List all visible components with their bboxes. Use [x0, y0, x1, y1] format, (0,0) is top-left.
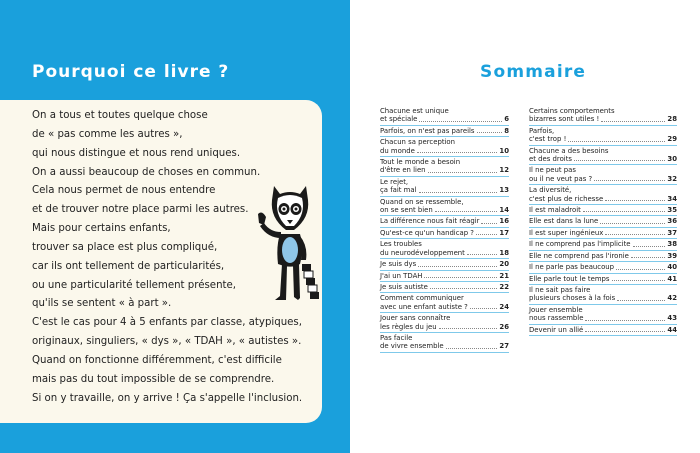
toc-page-number: 42: [667, 294, 677, 303]
toc-page-number: 29: [667, 135, 677, 144]
toc-entry[interactable]: [529, 165, 677, 185]
toc-entry-title: Tout le monde a besoin: [380, 158, 461, 167]
toc-leader-dots: [612, 280, 666, 281]
intro-text-line: Quand on fonctionne différemment, c'est difficile: [32, 354, 282, 366]
toc-leader-dots: [631, 257, 666, 258]
toc-entry-title: Chacune est unique: [380, 107, 449, 115]
intro-text-line: qu'ils se sentent « à part ».: [32, 298, 172, 310]
toc-entry[interactable]: [529, 205, 677, 216]
toc-page-number: 14: [499, 206, 509, 215]
toc-entry-title: ou il ne veut pas ?: [529, 174, 593, 183]
toc-entry-title: du monde: [380, 146, 415, 155]
toc-page-number: 20: [499, 260, 509, 269]
toc-leader-dots: [430, 288, 498, 289]
toc-page-number: 38: [667, 240, 677, 249]
toc-entry[interactable]: [529, 146, 677, 166]
toc-page-number: 32: [667, 174, 677, 183]
toc-page-number: 30: [667, 155, 677, 164]
toc-entry-title: Parfois,: [529, 126, 555, 135]
toc-entry-title: Il est super ingénieux: [529, 228, 604, 237]
toc-entry[interactable]: [529, 262, 677, 273]
left-page-title: Pourquoi ce livre ?: [32, 62, 230, 82]
toc-entry[interactable]: [380, 177, 509, 197]
toc-leader-dots: [419, 121, 502, 122]
toc-entry-title: bizarres sont utiles !: [529, 115, 600, 124]
toc-entry-title: Les troubles: [380, 240, 422, 249]
toc-entry-title: Elle ne comprend pas l'ironie: [529, 251, 629, 260]
toc-leader-dots: [435, 211, 498, 212]
toc-entry[interactable]: [529, 274, 677, 285]
toc-page-number: 18: [499, 248, 509, 257]
sommaire-title: Sommaire: [480, 62, 587, 82]
toc-entry[interactable]: [380, 282, 509, 293]
intro-text-line: Mais pour certains enfants,: [32, 223, 171, 235]
toc-entry-title: Parfois, on n'est pas pareils: [380, 126, 475, 135]
toc-entry[interactable]: [380, 157, 509, 177]
toc-leader-dots: [428, 172, 498, 173]
toc-leader-dots: [605, 200, 665, 201]
toc-entry-title: Certains comportements: [529, 107, 615, 115]
toc-page-number: 34: [667, 194, 677, 203]
toc-leader-dots: [617, 300, 665, 301]
intro-text-line: On a tous et toutes quelque chose: [32, 110, 208, 121]
toc-leader-dots: [600, 223, 665, 224]
toc-page-number: 27: [499, 342, 509, 351]
toc-entry[interactable]: [380, 106, 509, 126]
toc-entry[interactable]: [380, 239, 509, 259]
toc-page-number: 28: [667, 115, 677, 124]
toc-entry-title: Elle est dans la lune: [529, 217, 599, 226]
lemur-illustration: [250, 176, 330, 304]
toc-page-number: 13: [499, 186, 509, 195]
intro-text-line: C'est le cas pour 4 à 5 enfants par classe, atypiques,: [32, 317, 302, 329]
intro-text-line: qui nous distingue et nous rend uniques.: [32, 147, 241, 159]
toc-entry-title: Qu'est-ce qu'un handicap ?: [380, 228, 474, 237]
toc-entry[interactable]: [529, 185, 677, 205]
toc-entry-title: Il ne comprend pas l'implicite: [529, 240, 631, 249]
toc-leader-dots: [585, 331, 665, 332]
toc-entry[interactable]: [380, 197, 509, 217]
toc-entry[interactable]: [380, 216, 509, 227]
toc-entry-title: Il ne sait pas faire: [529, 285, 591, 294]
toc-page-number: 17: [499, 228, 509, 237]
lemur-tail: [302, 264, 319, 299]
toc-leader-dots: [583, 211, 666, 212]
toc-leader-dots: [446, 348, 498, 349]
toc-leader-dots: [481, 223, 497, 224]
toc-leader-dots: [419, 192, 498, 193]
toc-page-number: 10: [499, 146, 509, 155]
toc-leader-dots: [439, 328, 498, 329]
toc-entry-title: c'est trop !: [529, 135, 567, 144]
toc-page-number: 12: [499, 166, 509, 175]
intro-text-line: On a aussi beaucoup de choses en commun.: [32, 166, 261, 178]
toc-entry-title: avec une enfant autiste ?: [380, 302, 468, 311]
intro-text-line: car ils ont tellement de particularités,: [32, 260, 225, 272]
toc-entry[interactable]: [529, 305, 677, 325]
toc-entry-title: et des droits: [529, 155, 573, 164]
toc-leader-dots: [467, 254, 498, 255]
toc-entry[interactable]: [380, 271, 509, 282]
toc-entry-title: La différence nous fait réagir: [380, 217, 480, 226]
toc-entry[interactable]: [380, 333, 509, 353]
toc-entry-title: les règles du jeu: [380, 322, 437, 331]
toc-entry-title: ça fait mal: [380, 186, 417, 195]
toc-entry-title: et spéciale: [380, 115, 418, 124]
toc-entry-title: nous rassemble: [529, 314, 584, 323]
toc-entry[interactable]: [529, 325, 677, 336]
intro-text-line: de « pas comme les autres »,: [32, 128, 183, 140]
toc-entry-title: d'être en lien: [380, 166, 426, 175]
toc-entry-title: Quand on se ressemble,: [380, 197, 464, 206]
toc-leader-dots: [616, 269, 665, 270]
toc-leader-dots: [418, 266, 497, 267]
toc-entry-title: Elle parle tout le temps: [529, 274, 610, 283]
intro-text-line: et de trouver notre place parmi les autres.: [32, 204, 249, 216]
toc-entry[interactable]: [380, 293, 509, 313]
toc-entry[interactable]: [529, 106, 677, 126]
toc-page-number: 24: [499, 302, 509, 311]
toc-entry-title: on se sent bien: [380, 206, 433, 215]
toc-entry-title: Je suis autiste: [380, 282, 428, 291]
toc-entry-title: Je suis dys: [380, 260, 417, 269]
toc-leader-dots: [477, 132, 503, 133]
toc-page-number: 41: [667, 274, 677, 283]
toc-entry-title: La diversité,: [529, 186, 572, 195]
toc-page-number: 22: [499, 282, 509, 291]
toc-entry-title: Il ne parle pas beaucoup: [529, 263, 615, 272]
toc-entry-title: Chacun sa perception: [380, 138, 456, 147]
intro-text-line: ou une particularité tellement présente,: [32, 279, 237, 291]
toc-entry[interactable]: [529, 239, 677, 250]
toc-entry-title: Devenir un allié: [529, 325, 584, 334]
toc-leader-dots: [574, 160, 665, 161]
toc-entry-title: J'ai un TDAH: [380, 271, 423, 280]
toc-leader-dots: [605, 234, 665, 235]
intro-text-line: trouver sa place est plus compliqué,: [32, 241, 218, 253]
toc-page-number: 43: [667, 314, 677, 323]
toc-page-number: 6: [504, 115, 509, 124]
toc-entry[interactable]: [529, 228, 677, 239]
toc-leader-dots: [585, 320, 665, 321]
toc-page-number: 37: [667, 228, 677, 237]
toc-entry[interactable]: [380, 137, 509, 157]
toc-entry-title: plusieurs choses à la fois: [529, 294, 616, 303]
toc-column-right: [529, 106, 677, 336]
toc-entry-title: de vivre ensemble: [380, 342, 444, 351]
toc-page-number: 8: [504, 126, 509, 135]
toc-column-left: [380, 106, 509, 353]
toc-leader-dots: [633, 246, 666, 247]
toc-entry-title: Il est maladroit: [529, 206, 581, 215]
toc-leader-dots: [594, 180, 665, 181]
toc-leader-dots: [470, 308, 498, 309]
toc-entry[interactable]: [529, 126, 677, 146]
intro-text-line: mais pas du tout impossible de se comprendre.: [32, 373, 275, 385]
toc-page-number: 36: [667, 217, 677, 226]
toc-entry-title: Le rejet,: [380, 177, 409, 186]
toc-entry[interactable]: [529, 216, 677, 227]
intro-text-line: Cela nous permet de nous entendre: [32, 185, 216, 197]
toc-entry-title: Chacune a des besoins: [529, 146, 609, 155]
toc-entry-title: du neurodéveloppement: [380, 248, 465, 257]
toc-page-number: 16: [499, 217, 509, 226]
toc-entry[interactable]: [380, 126, 509, 137]
toc-entry-title: Jouer ensemble: [529, 305, 583, 314]
toc-leader-dots: [568, 141, 665, 142]
toc-entry-title: Comment communiquer: [380, 294, 464, 303]
toc-leader-dots: [601, 121, 665, 122]
toc-entry-title: c'est plus de richesse: [529, 194, 604, 203]
toc-entry[interactable]: [529, 251, 677, 262]
toc-entry[interactable]: [380, 228, 509, 239]
toc-leader-dots: [417, 152, 498, 153]
toc-page-number: 40: [667, 263, 677, 272]
toc-leader-dots: [476, 234, 497, 235]
toc-page-number: 39: [667, 251, 677, 260]
toc-entry[interactable]: [380, 259, 509, 270]
toc-page-number: 26: [499, 322, 509, 331]
toc-entry[interactable]: [529, 285, 677, 305]
toc-leader-dots: [424, 277, 497, 278]
intro-text-line: originaux, singuliers, « dys », « TDAH », « autistes ».: [32, 336, 302, 348]
toc-entry-title: Jouer sans connaître: [380, 314, 451, 323]
toc-entry-title: Il ne peut pas: [529, 166, 576, 175]
intro-text-line: Si on y travaille, on y arrive ! Ça s'appelle l'inclusion.: [32, 392, 303, 404]
toc-page-number: 35: [667, 206, 677, 215]
toc-entry[interactable]: [380, 313, 509, 333]
toc-page-number: 44: [667, 325, 677, 334]
toc-page-number: 21: [499, 271, 509, 280]
toc-entry-title: Pas facile: [380, 333, 413, 342]
